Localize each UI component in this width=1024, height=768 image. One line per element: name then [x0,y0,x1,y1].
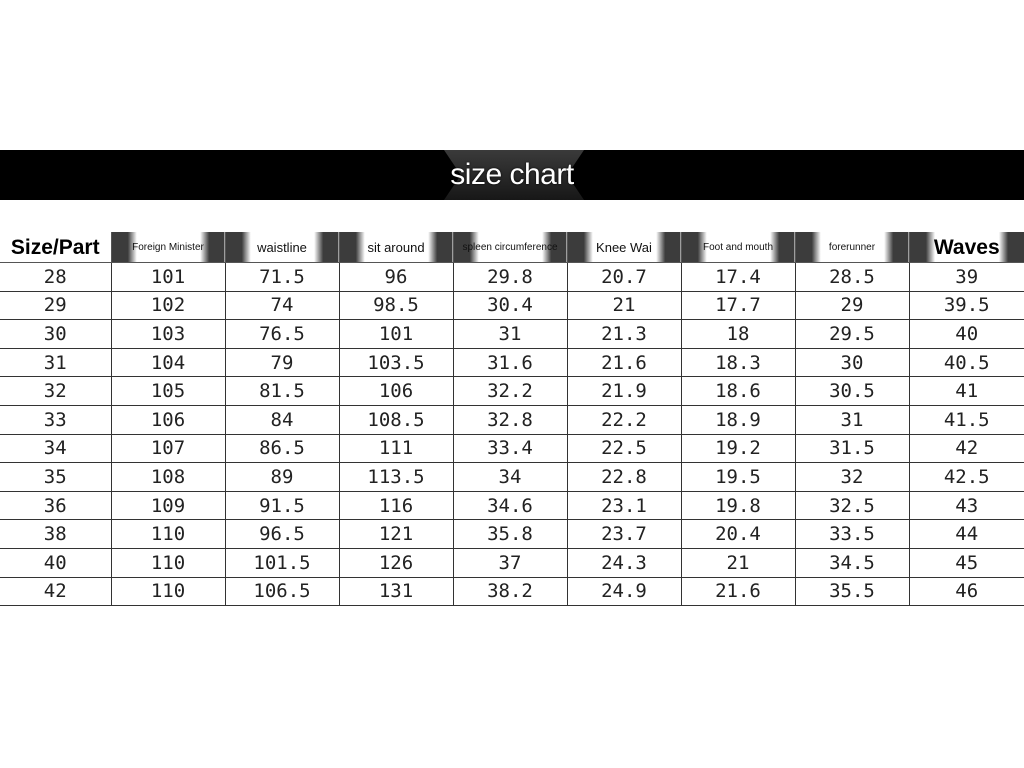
table-cell: 41.5 [909,405,1024,434]
table-cell: 101.5 [225,548,339,577]
table-cell: 98.5 [339,291,453,320]
table-cell: 22.5 [567,434,681,463]
header-size-part: Size/Part [0,232,111,263]
table-row [0,520,1024,549]
table-cell: 113.5 [339,463,453,492]
header-spleen-circumference: spleen circumference [453,232,567,263]
table-cell: 21.6 [681,577,795,606]
table-cell: 40 [909,320,1024,349]
table-cell: 32 [0,377,111,406]
table-row [0,491,1024,520]
table-cell: 126 [339,548,453,577]
table-row [0,263,1024,292]
table-cell: 110 [111,548,225,577]
table-cell: 30 [0,320,111,349]
table-cell: 17.7 [681,291,795,320]
table-cell: 44 [909,520,1024,549]
table-cell: 106 [111,405,225,434]
table-cell: 19.5 [681,463,795,492]
table-cell: 21.6 [567,348,681,377]
table-cell: 76.5 [225,320,339,349]
table-cell: 89 [225,463,339,492]
table-cell: 45 [909,548,1024,577]
header-foot-and-mouth: Foot and mouth [681,232,795,263]
table-cell: 17.4 [681,263,795,292]
table-cell: 40.5 [909,348,1024,377]
table-cell: 19.2 [681,434,795,463]
table-cell: 23.7 [567,520,681,549]
table-row [0,577,1024,606]
table-cell: 32.2 [453,377,567,406]
table-cell: 20.4 [681,520,795,549]
table-cell: 108.5 [339,405,453,434]
table-cell: 22.2 [567,405,681,434]
table-cell: 33 [0,405,111,434]
table-cell: 107 [111,434,225,463]
table-row [0,463,1024,492]
table-cell: 32 [795,463,909,492]
table-cell: 39 [909,263,1024,292]
table-cell: 38 [0,520,111,549]
size-chart-table [0,232,1024,606]
header-foreign-minister: Foreign Minister [111,232,225,263]
table-cell: 28 [0,263,111,292]
table-cell: 31 [795,405,909,434]
table-cell: 21 [567,291,681,320]
table-cell: 41 [909,377,1024,406]
table-cell: 42 [909,434,1024,463]
table-cell: 46 [909,577,1024,606]
header-row [0,232,1024,263]
table-cell: 21 [681,548,795,577]
header-knee-wai: Knee Wai [567,232,681,263]
table-cell: 86.5 [225,434,339,463]
table-cell: 104 [111,348,225,377]
table-cell: 121 [339,520,453,549]
table-cell: 71.5 [225,263,339,292]
title-bar [0,150,1024,200]
table-cell: 103.5 [339,348,453,377]
table-cell: 24.3 [567,548,681,577]
table-cell: 24.9 [567,577,681,606]
table-body [0,263,1024,606]
table-cell: 34.6 [453,491,567,520]
table-cell: 34 [453,463,567,492]
table-cell: 101 [339,320,453,349]
table-cell: 35.8 [453,520,567,549]
table-row [0,405,1024,434]
table-cell: 32.5 [795,491,909,520]
table-cell: 116 [339,491,453,520]
table-cell: 74 [225,291,339,320]
table-cell: 19.8 [681,491,795,520]
table-cell: 31 [453,320,567,349]
table-row [0,434,1024,463]
table-cell: 22.8 [567,463,681,492]
table-cell: 43 [909,491,1024,520]
table-cell: 109 [111,491,225,520]
table-cell: 29.5 [795,320,909,349]
table-cell: 42 [0,577,111,606]
table-row [0,291,1024,320]
table-cell: 84 [225,405,339,434]
table-cell: 101 [111,263,225,292]
table-cell: 36 [0,491,111,520]
table-cell: 102 [111,291,225,320]
table-cell: 30.4 [453,291,567,320]
table-cell: 37 [453,548,567,577]
table-cell: 33.4 [453,434,567,463]
table-cell: 29 [0,291,111,320]
table-cell: 81.5 [225,377,339,406]
table-cell: 39.5 [909,291,1024,320]
table-cell: 35.5 [795,577,909,606]
table-cell: 40 [0,548,111,577]
table-cell: 110 [111,577,225,606]
table-cell: 21.3 [567,320,681,349]
table-cell: 31.6 [453,348,567,377]
table-cell: 34.5 [795,548,909,577]
table-cell: 42.5 [909,463,1024,492]
table-cell: 103 [111,320,225,349]
table-cell: 91.5 [225,491,339,520]
page-title: size chart [450,158,574,191]
table-cell: 29 [795,291,909,320]
table-cell: 79 [225,348,339,377]
table-cell: 131 [339,577,453,606]
table-cell: 31 [0,348,111,377]
table-cell: 105 [111,377,225,406]
table-row [0,548,1024,577]
table-cell: 96.5 [225,520,339,549]
table-cell: 106.5 [225,577,339,606]
header-forerunner: forerunner [795,232,909,263]
table-cell: 33.5 [795,520,909,549]
table-cell: 111 [339,434,453,463]
table-cell: 31.5 [795,434,909,463]
table-cell: 110 [111,520,225,549]
table-cell: 21.9 [567,377,681,406]
table-row [0,377,1024,406]
table-cell: 34 [0,434,111,463]
table-cell: 18.3 [681,348,795,377]
header-waistline: waistline [225,232,339,263]
table-cell: 30.5 [795,377,909,406]
table-cell: 23.1 [567,491,681,520]
table-cell: 96 [339,263,453,292]
table-cell: 29.8 [453,263,567,292]
table-row [0,320,1024,349]
table-cell: 28.5 [795,263,909,292]
header-sit-around: sit around [339,232,453,263]
table-cell: 20.7 [567,263,681,292]
table-cell: 30 [795,348,909,377]
table-cell: 108 [111,463,225,492]
header-waves: Waves [909,232,1024,263]
table-cell: 18 [681,320,795,349]
table-cell: 18.9 [681,405,795,434]
table-cell: 35 [0,463,111,492]
table-cell: 18.6 [681,377,795,406]
table-cell: 32.8 [453,405,567,434]
table-cell: 38.2 [453,577,567,606]
table-row [0,348,1024,377]
table-cell: 106 [339,377,453,406]
